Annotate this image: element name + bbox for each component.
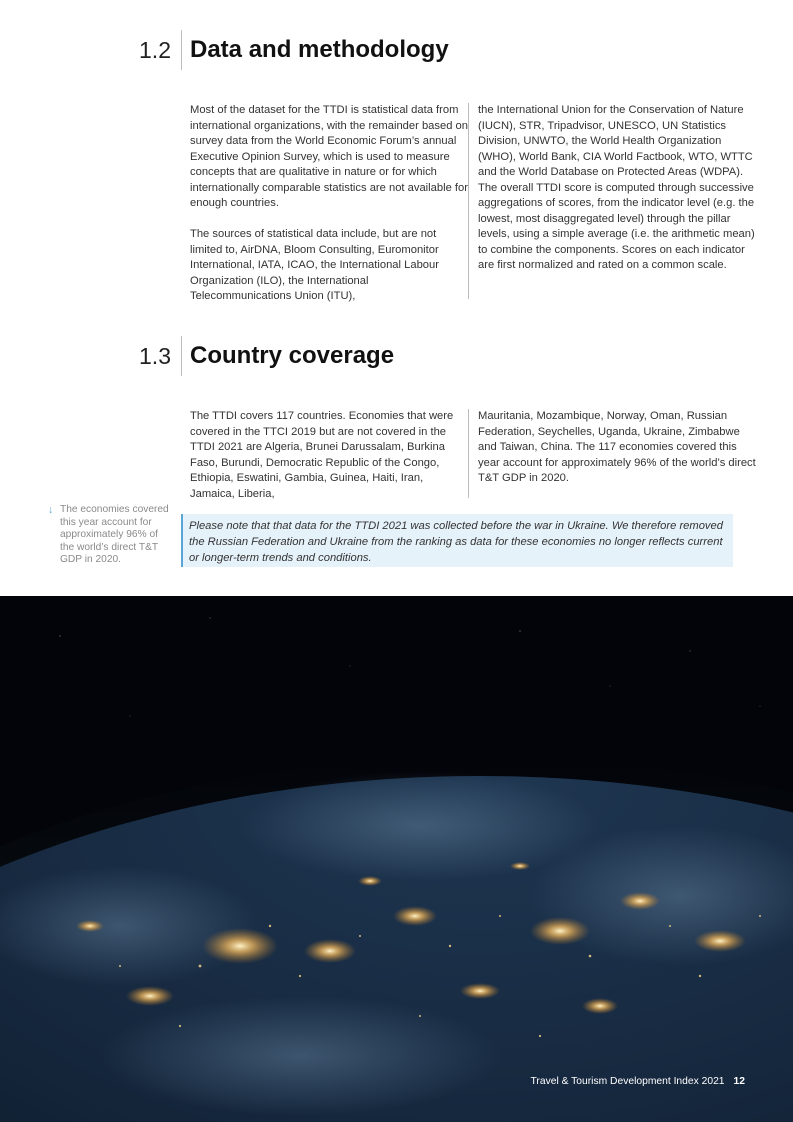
section-heading-1-3 [0, 336, 793, 376]
note-text: Please note that that data for the TTDI 2021 was collected before the war in Ukraine. We therefore removed the Russian Federation and Ukraine from the ranking as data for these economies no longer reflects current or longer-term trends and conditions. [189, 520, 723, 564]
paragraph: Mauritania, Mozambique, Norway, Oman, Russian Federation, Seychelles, Uganda, Ukraine, Zimbabwe and Taiwan, China. The 117 economies covered this year account for approximately 96% of the world’s direct T&T GDP in 2020. [478, 410, 756, 484]
page-footer [531, 1076, 746, 1087]
section-number: 1.3 [139, 343, 171, 369]
body-column-right [478, 103, 758, 274]
section-number: 1.2 [139, 37, 171, 63]
section-divider [181, 336, 182, 376]
sidenote [48, 504, 172, 567]
paragraph: The sources of statistical data include, but are not limited to, AirDNA, Bloom Consulting, Euromonitor International, IATA, ICAO, the International Labour Organization (ILO), the International Telecommunications Union (ITU), [190, 228, 439, 302]
arrow-down-icon: ↓ [48, 504, 54, 516]
paragraph: the International Union for the Conservation of Nature (IUCN), STR, Tripadvisor, UNESCO, UN Statistics Division, UNWTO, the World Health Organization (WHO), World Bank, CIA World Factbook, WTO, WTTC and the World Database on Protected Areas (WDPA). The overall TTDI score is computed through successive aggregations of scores, from the indicator level (e.g. the lowest, most disaggregated level) through the pillar levels, using a simple average (i.e. the arithmetic mean) to combine the components. Scores on each indicator are first normalized and rated on a common scale. [478, 104, 755, 271]
body-column-left [190, 103, 470, 305]
paragraph: The TTDI covers 117 countries. Economies that were covered in the TTCI 2019 but are not covered in the TTDI 2021 are Algeria, Brunei Darussalam, Burkina Faso, Burundi, Democratic Republic of the Congo, Ethiopia, Eswatini, Gambia, Guinea, Haiti, Iran, Jamaica, Liberia, [190, 410, 454, 500]
report-title: Travel & Tourism Development Index 2021 [530, 1076, 725, 1087]
column-divider [468, 409, 469, 498]
paragraph: Most of the dataset for the TTDI is statistical data from international organizations, with the remainder based on survey data from the World Economic Forum’s annual Executive Opinion Survey, which is used to measure concepts that are qualitative in nature or for which internationally comparable statistics are not available for enough countries. [190, 104, 468, 209]
page-number: 12 [733, 1076, 745, 1087]
section-heading-1-2 [0, 30, 793, 70]
column-divider [468, 103, 469, 299]
earth-night-photo [0, 596, 793, 1122]
section-title: Country coverage [190, 342, 395, 369]
note-box [181, 514, 733, 567]
section-divider [181, 30, 182, 70]
body-column-right [478, 409, 758, 487]
sidenote-text: The economies covered this year account for approximately 96% of the world’s direct T&T GDP in 2020. [60, 504, 169, 566]
section-title: Data and methodology [190, 36, 449, 63]
body-column-left [190, 409, 470, 502]
